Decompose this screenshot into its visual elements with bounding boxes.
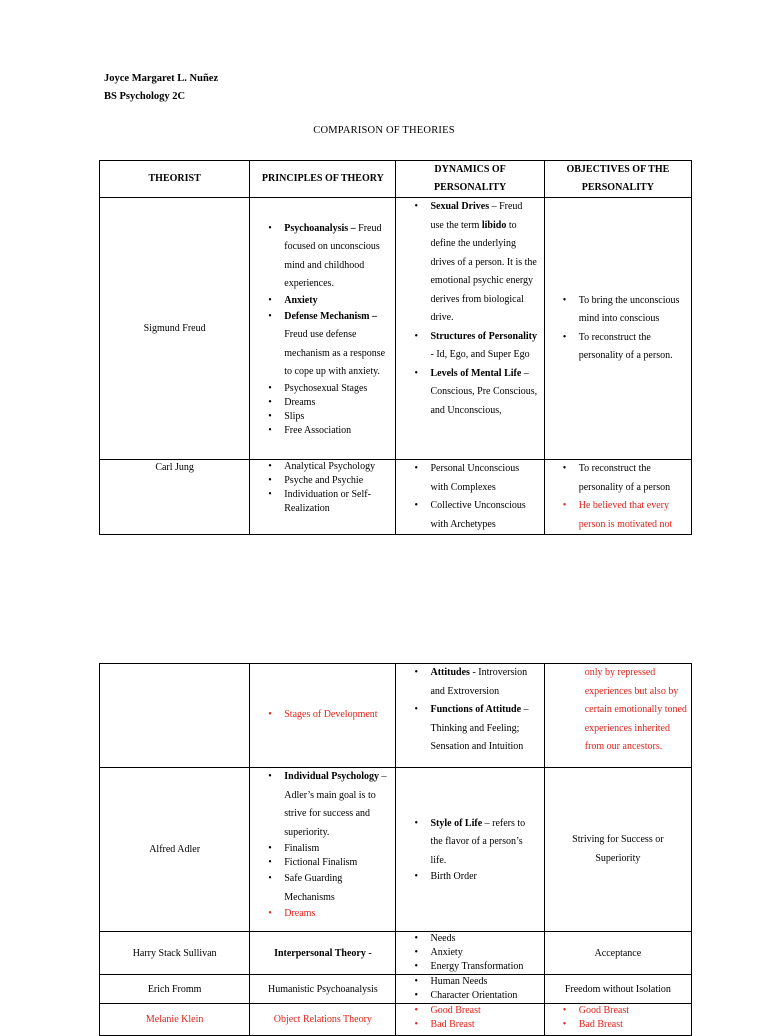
- theorist-freud: Sigmund Freud: [100, 198, 250, 460]
- table-row-adler: [100, 768, 692, 932]
- list-item: • Human Needs: [430, 975, 543, 989]
- table-row-jung: [100, 460, 692, 535]
- list-item: • Levels of Mental Life – Conscious, Pre Conscious, and Unconscious,: [430, 365, 537, 421]
- list-item: • Individual Psychology – Adler’s main goal is to strive for success and superiority.: [284, 768, 391, 842]
- list-item: • Dreams: [284, 396, 395, 410]
- fromm-dynamics: [396, 975, 544, 1004]
- adler-objective: Striving for Success or Superiority: [544, 768, 691, 932]
- theorist-adler: Alfred Adler: [100, 768, 250, 932]
- fromm-objective: Freedom without Isolation: [544, 975, 691, 1004]
- comparison-table-part-2: [99, 663, 692, 1036]
- list-item: • Dreams: [284, 907, 395, 921]
- sullivan-principle: Interpersonal Theory -: [250, 932, 396, 975]
- list-item: • To reconstruct the personality of a person: [579, 460, 687, 497]
- theorist-klein: Melanie Klein: [100, 1004, 250, 1036]
- list-item: • Psychoanalysis – Freud focused on unconscious mind and childhood experiences.: [284, 220, 391, 294]
- list-item: • Defense Mechanism – Freud use defense mechanism as a response to cope up with anxiety.: [284, 308, 391, 382]
- adler-principles: [250, 768, 396, 932]
- klein-objectives: [544, 1004, 691, 1036]
- table-row-klein: [100, 1004, 692, 1036]
- jung-principles: [250, 460, 396, 535]
- list-item: • Safe Guarding Mechanisms: [284, 870, 391, 907]
- list-item: • Anxiety: [430, 946, 543, 960]
- list-item: • Stages of Development: [284, 706, 395, 725]
- author-course: BS Psychology 2C: [104, 91, 186, 102]
- freud-objectives: [544, 198, 691, 460]
- list-item: • He believed that every person is motivated not: [579, 497, 687, 534]
- jung-principles-continued: [250, 664, 396, 768]
- theorist-jung-continued: [100, 664, 250, 768]
- list-item: • Individuation or Self-Realization: [284, 488, 391, 516]
- jung-dynamics-part-2: [396, 664, 544, 768]
- list-item: • To reconstruct the personality of a person.: [579, 329, 687, 366]
- list-item: • Collective Unconscious with Archetypes: [430, 497, 537, 534]
- theorist-fromm: Erich Fromm: [100, 975, 250, 1004]
- table-row-fromm: [100, 975, 692, 1004]
- list-item: • Psyche and Psychie: [284, 474, 391, 488]
- header-dynamics: DYNAMICS OF PERSONALITY: [396, 161, 544, 198]
- jung-dynamics-part-1: [396, 460, 544, 535]
- list-item: • Needs: [430, 932, 543, 946]
- list-item: • Good Breast: [430, 1004, 543, 1018]
- list-item: • Psychosexual Stages: [284, 382, 395, 396]
- theorist-sullivan: Harry Stack Sullivan: [100, 932, 250, 975]
- list-item: • To bring the unconscious mind into conscious: [579, 292, 687, 329]
- list-item: • Finalism: [284, 842, 395, 856]
- list-item: • Birth Order: [430, 870, 543, 884]
- list-item: • Fictional Finalism: [284, 856, 395, 870]
- document-title: COMPARISON OF THEORIES: [313, 125, 455, 136]
- author-block: [104, 70, 218, 106]
- list-item: • Slips: [284, 410, 395, 424]
- klein-dynamics: [396, 1004, 544, 1036]
- table-header-row: [100, 161, 692, 198]
- table-row-freud: [100, 198, 692, 460]
- list-item: • Analytical Psychology: [284, 460, 391, 474]
- table-row-sullivan: [100, 932, 692, 975]
- theorist-jung: Carl Jung: [100, 460, 250, 535]
- list-item: • Anxiety: [284, 294, 391, 308]
- list-item: • Energy Transformation: [430, 960, 543, 974]
- list-item: • Personal Unconscious with Complexes: [430, 460, 537, 497]
- adler-dynamics: [396, 768, 544, 932]
- list-item: • Sexual Drives – Freud use the term libido to define the underlying drives of a person. It is the emotional psychic energy derives from biological drive.: [430, 198, 537, 328]
- list-item: • Style of Life – refers to the flavor of a person’s life.: [430, 815, 539, 871]
- jung-objectives-part-2: [544, 664, 691, 768]
- list-item: • Character Orientation: [430, 989, 543, 1003]
- comparison-table-part-1: [99, 160, 692, 535]
- list-item: • Bad Breast: [430, 1018, 543, 1032]
- list-item: • Structures of Personality - Id, Ego, and Super Ego: [430, 328, 537, 365]
- header-objectives: OBJECTIVES OF THE PERSONALITY: [544, 161, 691, 198]
- table-row-jung-continued: [100, 664, 692, 768]
- author-name: Joyce Margaret L. Nuñez: [104, 73, 219, 84]
- sullivan-objective: Acceptance: [544, 932, 691, 975]
- sullivan-dynamics: [396, 932, 544, 975]
- klein-principle: Object Relations Theory: [250, 1004, 396, 1036]
- list-item: • Free Association: [284, 424, 395, 438]
- objective-continued-text: only by repressed experiences but also by certain emotionally toned experiences inherited from our ancestors.: [584, 667, 687, 752]
- header-theorist: THEORIST: [100, 161, 250, 198]
- list-item: • Attitudes - Introversion and Extroversion: [430, 664, 539, 701]
- list-item: • Bad Breast: [579, 1018, 691, 1032]
- list-item: • Good Breast: [579, 1004, 691, 1018]
- list-item: • Functions of Attitude – Thinking and Feeling; Sensation and Intuition: [430, 701, 539, 757]
- jung-objectives-part-1: [544, 460, 691, 535]
- fromm-principle: Humanistic Psychoanalysis: [250, 975, 396, 1004]
- freud-principles: [250, 198, 396, 460]
- freud-dynamics: [396, 198, 544, 460]
- header-principles: PRINCIPLES OF THEORY: [250, 161, 396, 198]
